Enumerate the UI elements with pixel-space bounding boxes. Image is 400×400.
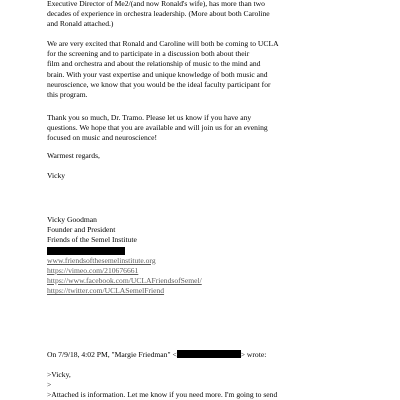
invite-line: brain. With your vast expertise and unique knowledge of both music and bbox=[47, 69, 268, 79]
quoted-header bbox=[47, 350, 387, 360]
thanks-line: questions. We hope that you are available and will join us for an evening bbox=[47, 123, 268, 133]
quoted-line: >Vicky, bbox=[47, 370, 71, 379]
quoted-header-line bbox=[47, 350, 387, 360]
signature-org: Friends of the Semel Institute bbox=[47, 235, 137, 245]
signature-link-vimeo[interactable]: https://vimeo.com/210676661 bbox=[47, 265, 139, 275]
invite-line: film and orchestra and about the relationship of music to the mind and bbox=[47, 59, 261, 69]
invite-line: neuroscience, we know that you would be the ideal faculty participant for bbox=[47, 79, 271, 89]
invite-paragraph bbox=[47, 39, 347, 100]
quoted-message bbox=[47, 370, 387, 400]
sender-first-name: Vicky bbox=[47, 171, 66, 180]
intro-line: decades of experience in orchestra leadership. (More about both Caroline bbox=[47, 9, 270, 19]
quoted-line: > bbox=[47, 380, 52, 390]
thanks-paragraph bbox=[47, 113, 347, 144]
thanks-line: Thank you so much, Dr. Tramo. Please let us know if you have any bbox=[47, 113, 252, 122]
invite-line: for the screening and to participate in a discussion both about their bbox=[47, 49, 250, 59]
signature-link-website[interactable]: www.friendsofthesemelinstitute.org bbox=[47, 255, 156, 265]
thanks-line: focused on music and neuroscience! bbox=[47, 133, 158, 143]
signature-title: Founder and President bbox=[47, 225, 116, 235]
redaction-bar bbox=[177, 350, 241, 358]
redaction-bar bbox=[47, 247, 125, 255]
signature-block bbox=[47, 215, 347, 296]
invite-line: this program. bbox=[47, 89, 88, 99]
sender-first-name-block bbox=[47, 171, 347, 181]
invite-line: We are very excited that Ronald and Caroline will both be coming to UCLA bbox=[47, 39, 279, 48]
intro-line: Executive Director of Me2/(and now Ronald's wife), has more than two bbox=[47, 0, 265, 8]
signature-link-facebook[interactable]: https://www.facebook.com/UCLAFriendsofSemel/ bbox=[47, 275, 202, 285]
signature-name: Vicky Goodman bbox=[47, 215, 97, 224]
closing-text: Warmest regards, bbox=[47, 151, 100, 160]
quoted-header-suffix: > wrote: bbox=[240, 350, 267, 359]
closing-block bbox=[47, 151, 347, 161]
signature-link-twitter[interactable]: https://twitter.com/UCLASemelFriend bbox=[47, 286, 165, 296]
intro-paragraph bbox=[47, 0, 347, 30]
intro-line: and Ronald attached.) bbox=[47, 19, 114, 29]
quoted-header-prefix: On 7/9/18, 4:02 PM, "Margie Friedman" < bbox=[47, 350, 177, 359]
quoted-line: >Attached is information. Let me know if you need more. I'm going to send bbox=[47, 390, 278, 400]
